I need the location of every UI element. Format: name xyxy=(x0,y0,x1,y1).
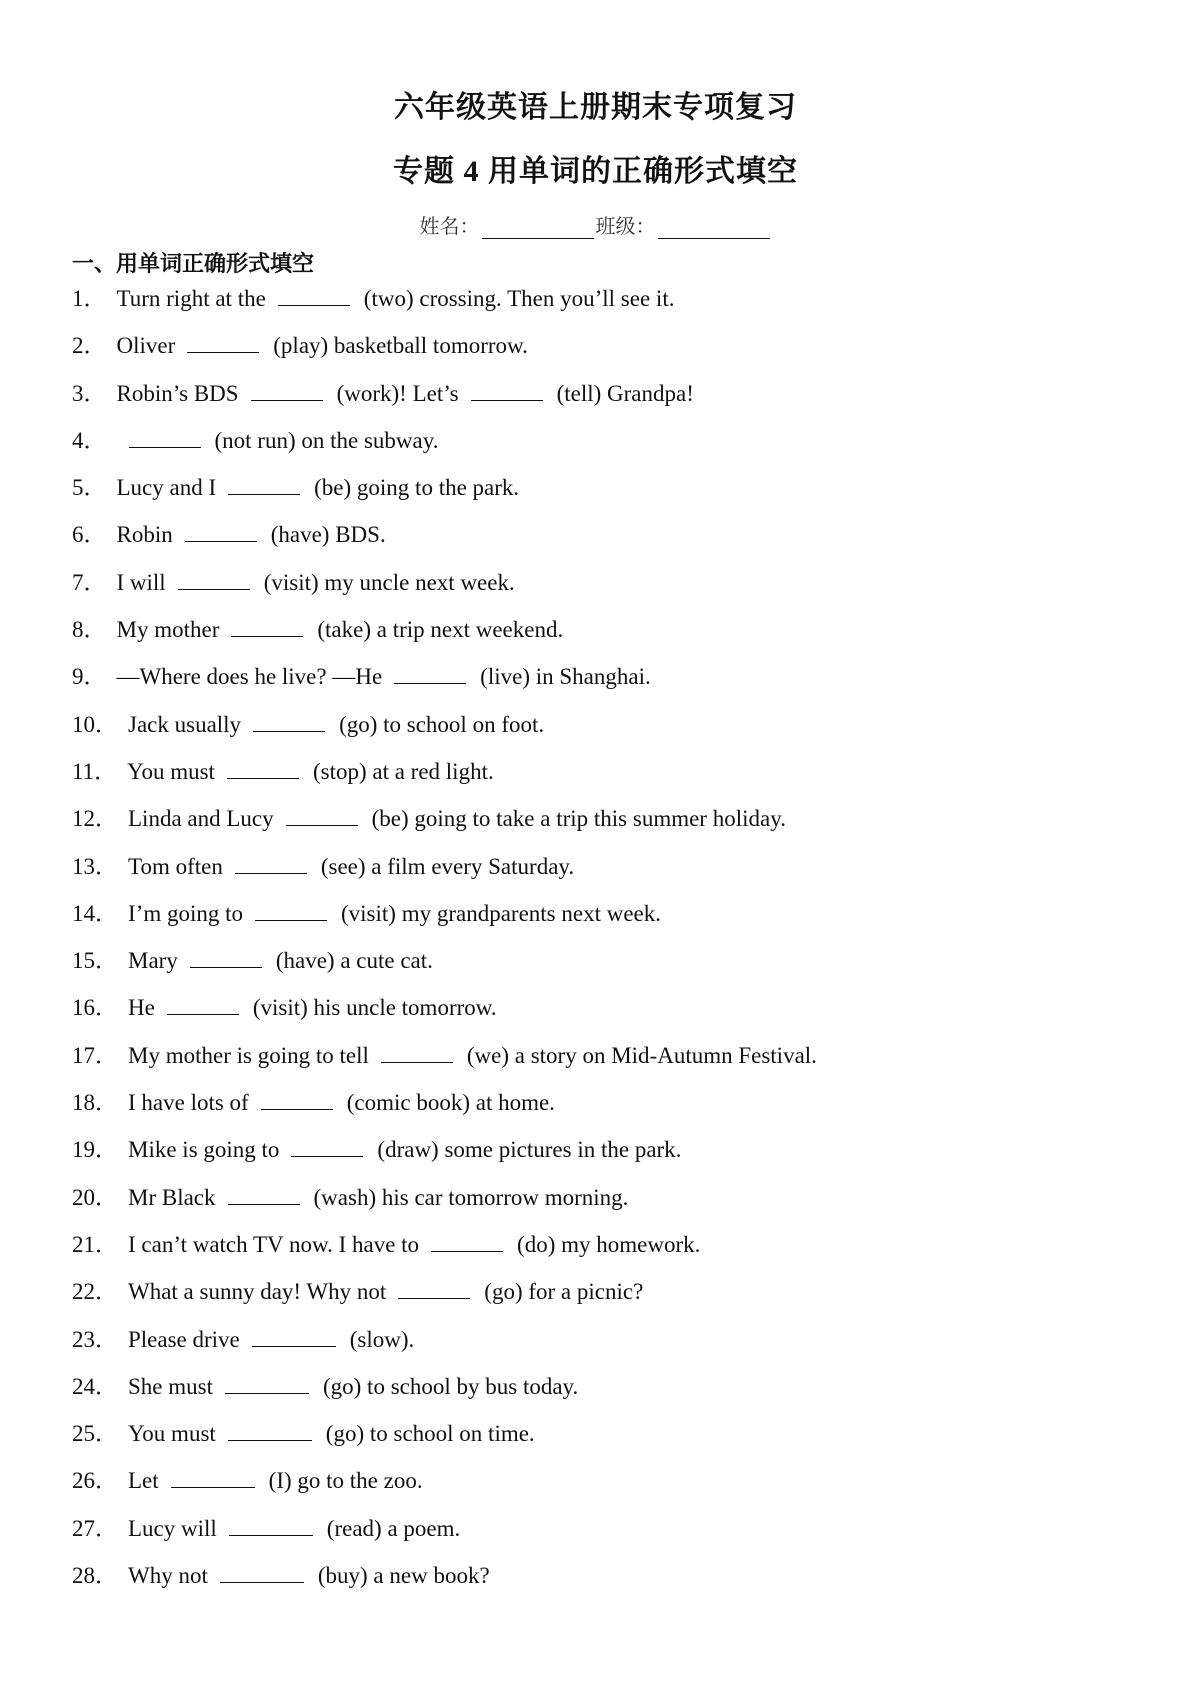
question-item xyxy=(72,1465,1152,1512)
answer-blank[interactable] xyxy=(291,1134,363,1157)
question-text: She must xyxy=(128,1373,213,1399)
question-text: Why not xyxy=(128,1563,208,1589)
name-label: 姓名： xyxy=(419,216,480,238)
question-text: Mike is going to xyxy=(128,1137,280,1163)
question-text: What a sunny day! Why not xyxy=(128,1279,387,1305)
question-number: 28． xyxy=(72,1563,118,1589)
question-item xyxy=(72,1229,1152,1276)
question-list xyxy=(72,283,1152,1607)
question-item xyxy=(72,661,1152,708)
answer-blank[interactable] xyxy=(261,1087,333,1110)
question-hint: (wash) his car tomorrow morning. xyxy=(313,1184,629,1210)
question-text: Mr Black xyxy=(128,1184,216,1210)
question-hint: (work)! Let’s xyxy=(336,380,459,406)
question-hint: (visit) his uncle tomorrow. xyxy=(252,995,497,1021)
answer-blank[interactable] xyxy=(471,378,543,401)
question-item xyxy=(72,1371,1152,1418)
question-item xyxy=(72,709,1152,756)
answer-blank[interactable] xyxy=(253,709,325,732)
question-number: 11． xyxy=(72,758,118,784)
name-blank[interactable] xyxy=(482,218,594,239)
question-hint: (not run) on the subway. xyxy=(214,427,439,453)
answer-blank[interactable] xyxy=(229,1513,313,1536)
answer-blank[interactable] xyxy=(231,614,303,637)
question-text: I will xyxy=(116,569,166,595)
answer-blank[interactable] xyxy=(227,756,299,779)
question-item xyxy=(72,1134,1152,1181)
question-number: 5． xyxy=(72,475,107,501)
question-item xyxy=(72,1560,1152,1607)
answer-blank[interactable] xyxy=(394,661,466,684)
question-item xyxy=(72,945,1152,992)
answer-blank[interactable] xyxy=(286,803,358,826)
question-hint: (tell) Grandpa! xyxy=(556,380,694,406)
question-number: 14． xyxy=(72,900,118,926)
question-number: 1． xyxy=(72,286,107,311)
answer-blank[interactable] xyxy=(228,1418,312,1441)
question-hint: (comic book) at home. xyxy=(346,1090,555,1116)
question-text: Mary xyxy=(128,948,178,974)
question-text: Linda and Lucy xyxy=(128,806,274,832)
question-text: Turn right at the xyxy=(116,286,266,311)
question-item xyxy=(72,567,1152,614)
question-item xyxy=(72,1040,1152,1087)
question-number: 20． xyxy=(72,1184,118,1210)
question-hint: (draw) some pictures in the park. xyxy=(377,1137,682,1163)
question-hint: (buy) a new book? xyxy=(317,1563,490,1589)
question-text: —Where does he live? —He xyxy=(116,664,383,690)
question-text: Let xyxy=(128,1468,159,1494)
answer-blank[interactable] xyxy=(228,472,300,495)
question-item xyxy=(72,1324,1152,1371)
question-text: Please drive xyxy=(128,1326,240,1352)
answer-blank[interactable] xyxy=(252,1324,336,1347)
question-number: 7． xyxy=(72,569,107,595)
question-text: He xyxy=(128,995,155,1021)
question-number: 10． xyxy=(72,711,118,737)
question-number: 12． xyxy=(72,806,118,832)
question-number: 23． xyxy=(72,1326,118,1352)
question-item xyxy=(72,851,1152,898)
question-number: 4． xyxy=(72,427,107,453)
question-number: 17． xyxy=(72,1042,118,1068)
question-hint: (visit) my grandparents next week. xyxy=(341,900,661,926)
question-item xyxy=(72,519,1152,566)
answer-blank[interactable] xyxy=(255,898,327,921)
answer-blank[interactable] xyxy=(251,378,323,401)
question-item xyxy=(72,992,1152,1039)
question-number: 18． xyxy=(72,1090,118,1116)
question-item xyxy=(72,283,1152,330)
question-item xyxy=(72,330,1152,377)
question-hint: (slow). xyxy=(349,1326,415,1352)
question-number: 3． xyxy=(72,380,107,406)
question-item xyxy=(72,803,1152,850)
answer-blank[interactable] xyxy=(278,283,350,306)
question-text: I have lots of xyxy=(128,1090,249,1116)
answer-blank[interactable] xyxy=(171,1465,255,1488)
question-hint: (visit) my uncle next week. xyxy=(263,569,515,595)
question-item xyxy=(72,614,1152,661)
question-hint: (take) a trip next weekend. xyxy=(317,617,564,643)
answer-blank[interactable] xyxy=(185,519,257,542)
question-item xyxy=(72,898,1152,945)
question-item xyxy=(72,1182,1152,1229)
answer-blank[interactable] xyxy=(178,567,250,590)
question-hint: (go) to school on foot. xyxy=(339,711,545,737)
question-number: 24． xyxy=(72,1373,118,1399)
question-text: Lucy and I xyxy=(116,475,217,501)
question-hint: (see) a film every Saturday. xyxy=(320,853,575,879)
question-hint: (we) a story on Mid-Autumn Festival. xyxy=(466,1042,817,1068)
question-text: I’m going to xyxy=(128,900,243,926)
question-text: Robin’s BDS xyxy=(116,380,239,406)
question-hint: (have) a cute cat. xyxy=(275,948,433,974)
question-item xyxy=(72,378,1152,425)
question-number: 22． xyxy=(72,1279,118,1305)
class-blank[interactable] xyxy=(658,218,770,239)
question-hint: (go) to school on time. xyxy=(325,1421,535,1447)
student-info-line xyxy=(0,210,1191,239)
question-item xyxy=(72,1276,1152,1323)
question-item xyxy=(72,756,1152,803)
question-number: 21． xyxy=(72,1231,118,1257)
question-text: My mother is going to tell xyxy=(128,1042,369,1068)
answer-blank[interactable] xyxy=(225,1371,309,1394)
question-number: 25． xyxy=(72,1421,118,1447)
page-title: 六年级英语上册期末专项复习 xyxy=(394,91,797,124)
question-hint: (play) basketball tomorrow. xyxy=(273,333,528,359)
question-number: 6． xyxy=(72,522,107,548)
question-text: You must xyxy=(127,758,215,784)
page-subtitle: 专题 4 用单词的正确形式填空 xyxy=(393,155,798,188)
question-text: Jack usually xyxy=(128,711,242,737)
question-item xyxy=(72,1513,1152,1560)
question-item xyxy=(72,425,1152,472)
answer-blank[interactable] xyxy=(431,1229,503,1252)
answer-blank[interactable] xyxy=(398,1276,470,1299)
question-text: Lucy will xyxy=(128,1515,217,1541)
answer-blank[interactable] xyxy=(187,330,259,353)
question-hint: (go) to school by bus today. xyxy=(322,1373,579,1399)
question-number: 2． xyxy=(72,333,107,359)
question-number: 16． xyxy=(72,995,118,1021)
question-item xyxy=(72,1418,1152,1465)
question-hint: (stop) at a red light. xyxy=(312,758,494,784)
question-text: My mother xyxy=(116,617,220,643)
question-text: Tom often xyxy=(128,853,223,879)
question-number: 13． xyxy=(72,853,118,879)
answer-blank[interactable] xyxy=(190,945,262,968)
answer-blank[interactable] xyxy=(220,1560,304,1583)
question-item xyxy=(72,1087,1152,1134)
question-text: Oliver xyxy=(116,333,176,359)
question-text: You must xyxy=(128,1421,216,1447)
question-hint: (be) going to the park. xyxy=(314,475,520,501)
answer-blank[interactable] xyxy=(129,425,201,448)
question-hint: (I) go to the zoo. xyxy=(268,1468,423,1494)
question-number: 9． xyxy=(72,664,107,690)
question-text: I can’t watch TV now. I have to xyxy=(128,1231,420,1257)
class-label: 班级： xyxy=(595,216,656,238)
section-heading: 一、用单词正确形式填空 xyxy=(72,251,315,276)
question-hint: (live) in Shanghai. xyxy=(480,664,651,690)
question-hint: (do) my homework. xyxy=(517,1231,701,1257)
question-item xyxy=(72,472,1152,519)
answer-blank[interactable] xyxy=(228,1182,300,1205)
answer-blank[interactable] xyxy=(167,992,239,1015)
answer-blank[interactable] xyxy=(381,1040,453,1063)
question-hint: (be) going to take a trip this summer holiday. xyxy=(371,806,786,832)
question-number: 15． xyxy=(72,948,118,974)
question-number: 27． xyxy=(72,1515,118,1541)
question-number: 26． xyxy=(72,1468,118,1494)
question-hint: (have) BDS. xyxy=(270,522,386,548)
question-hint: (go) for a picnic? xyxy=(484,1279,644,1305)
answer-blank[interactable] xyxy=(235,851,307,874)
question-hint: (two) crossing. Then you’ll see it. xyxy=(363,286,675,311)
question-number: 19． xyxy=(72,1137,118,1163)
question-hint: (read) a poem. xyxy=(326,1515,461,1541)
question-number: 8． xyxy=(72,617,107,643)
question-text: Robin xyxy=(116,522,173,548)
